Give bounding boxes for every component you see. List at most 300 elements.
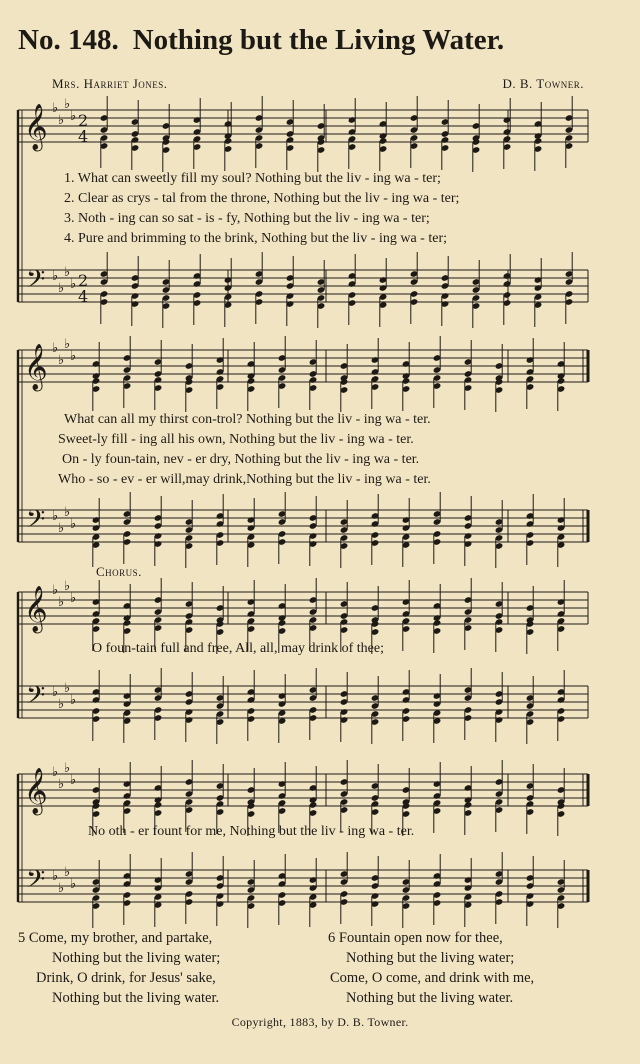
note-head: [464, 384, 473, 392]
note-head: [123, 354, 132, 362]
note-head: [464, 540, 473, 548]
note-head: [309, 358, 318, 366]
note-head: [123, 692, 132, 700]
note-head: [371, 616, 380, 624]
note-head: [441, 282, 450, 290]
note-head: [371, 694, 380, 702]
note-head: [340, 542, 349, 550]
note-head: [100, 126, 109, 134]
note-head: [402, 810, 411, 818]
note-head: [503, 143, 512, 151]
note-head: [410, 134, 419, 142]
note-head: [526, 628, 535, 636]
note-head: [216, 874, 225, 882]
note-head: [495, 518, 504, 526]
note-head: [92, 516, 101, 524]
note-head: [472, 122, 481, 130]
note-head: [216, 794, 225, 802]
note-head: [472, 302, 481, 310]
system-4-treble-key: ♭: [64, 761, 71, 776]
note-head: [565, 126, 574, 134]
note-head: [185, 378, 194, 386]
note-head: [123, 510, 132, 518]
note-head: [565, 142, 574, 150]
note-head: [371, 882, 380, 890]
note-head: [402, 802, 411, 810]
note-head: [216, 616, 225, 624]
note-head: [433, 717, 442, 725]
note-head: [557, 878, 566, 886]
note-head: [495, 898, 504, 906]
note-head: [278, 354, 287, 362]
verse-3-line-a: 3. Noth - ing can so sat - is - fy, Nothing but the liv - ing wa - ter;: [64, 211, 430, 226]
note-head: [193, 128, 202, 136]
note-head: [464, 370, 473, 378]
note-head: [402, 902, 411, 910]
note-head: [464, 514, 473, 522]
note-head: [410, 298, 419, 306]
note-head: [464, 801, 473, 809]
note-head: [255, 270, 264, 278]
note-head: [565, 114, 574, 122]
note-head: [185, 698, 194, 706]
note-head: [495, 708, 504, 716]
note-head: [433, 382, 442, 390]
note-head: [526, 620, 535, 628]
note-head: [526, 718, 535, 726]
note-head: [534, 145, 543, 153]
time-signature-top: 2: [78, 111, 89, 130]
note-head: [503, 291, 512, 299]
note-head: [433, 880, 442, 888]
note-head: [123, 872, 132, 880]
note-head: [286, 144, 295, 152]
note-head: [185, 542, 194, 550]
system-2-treble-clef: 𝄞: [24, 344, 48, 390]
note-head: [278, 374, 287, 382]
note-head: [154, 596, 163, 604]
note-head: [278, 899, 287, 907]
system-3-treble-clef: 𝄞: [24, 586, 48, 632]
note-head: [557, 625, 566, 633]
note-head: [185, 374, 194, 382]
note-head: [557, 902, 566, 910]
note-head: [309, 522, 318, 530]
stanza-6-line-3: Come, O come, and drink with me,: [330, 970, 535, 986]
note-head: [410, 126, 419, 134]
note-head: [278, 518, 287, 526]
note-head: [433, 354, 442, 362]
note-head: [433, 366, 442, 374]
note-head: [557, 894, 566, 902]
note-head: [402, 786, 411, 794]
system-4-bass-key: ♭: [58, 881, 65, 896]
note-head: [92, 715, 101, 723]
note-head: [340, 890, 349, 898]
chorus-label: Chorus.: [96, 564, 142, 579]
note-head: [565, 278, 574, 286]
note-head: [441, 300, 450, 308]
system-4-treble-key: ♭: [58, 777, 65, 792]
note-head: [503, 280, 512, 288]
note-head: [410, 114, 419, 122]
note-head: [557, 802, 566, 810]
note-head: [433, 899, 442, 907]
note-head: [402, 715, 411, 723]
note-head: [309, 376, 318, 384]
note-head: [162, 294, 171, 302]
note-head: [309, 694, 318, 702]
note-head: [495, 716, 504, 724]
note-head: [309, 616, 318, 624]
note-head: [216, 710, 225, 718]
note-head: [557, 516, 566, 524]
note-head: [123, 614, 132, 622]
note-head: [162, 302, 171, 310]
note-head: [557, 617, 566, 625]
note-head: [154, 694, 163, 702]
note-head: [534, 301, 543, 309]
note-head: [402, 516, 411, 524]
note-head: [402, 625, 411, 633]
note-head: [534, 120, 543, 128]
note-head: [557, 886, 566, 894]
note-head: [340, 708, 349, 716]
system-2-treble-key: ♭: [70, 349, 77, 364]
note-head: [371, 375, 380, 383]
note-head: [340, 690, 349, 698]
note-head: [216, 808, 225, 816]
note-head: [371, 620, 380, 628]
note-head: [123, 538, 132, 546]
note-head: [526, 694, 535, 702]
system-2-bass-key: ♭: [52, 509, 59, 524]
note-head: [433, 692, 442, 700]
note-head: [154, 522, 163, 530]
note-head: [371, 782, 380, 790]
note-head: [185, 898, 194, 906]
note-head: [123, 891, 132, 899]
note-head: [402, 360, 411, 368]
note-head: [247, 802, 256, 810]
note-head: [503, 135, 512, 143]
note-head: [340, 534, 349, 542]
note-head: [154, 884, 163, 892]
note-head: [464, 901, 473, 909]
note-head: [154, 784, 163, 792]
note-head: [495, 378, 504, 386]
note-head: [402, 372, 411, 380]
note-head: [371, 531, 380, 539]
note-head: [309, 384, 318, 392]
note-head: [340, 374, 349, 382]
note-head: [92, 802, 101, 810]
note-head: [340, 526, 349, 534]
note-head: [154, 376, 163, 384]
note-head: [278, 792, 287, 800]
note-head: [185, 518, 194, 526]
note-head: [472, 134, 481, 142]
system-3-treble-key: ♭: [52, 583, 59, 598]
note-head: [286, 274, 295, 282]
note-head: [154, 706, 163, 714]
note-head: [131, 292, 140, 300]
system-2-bass-key: ♭: [58, 521, 65, 536]
note-head: [123, 627, 132, 635]
chorus-line-1: O foun-tain full and free, All, all, may drink of thee;: [92, 641, 384, 656]
note-head: [495, 542, 504, 550]
note-head: [255, 134, 264, 142]
note-head: [495, 386, 504, 394]
note-head: [309, 884, 318, 892]
note-head: [123, 899, 132, 907]
note-head: [123, 807, 132, 815]
note-head: [472, 138, 481, 146]
note-head: [379, 145, 388, 153]
stanza-6-line-4: Nothing but the living water.: [346, 990, 514, 1006]
note-head: [247, 360, 256, 368]
note-head: [92, 598, 101, 606]
note-head: [193, 272, 202, 280]
note-head: [162, 286, 171, 294]
note-head: [247, 878, 256, 886]
note-head: [123, 602, 132, 610]
note-head: [216, 539, 225, 547]
note-head: [224, 293, 233, 301]
note-head: [131, 130, 140, 138]
note-head: [371, 368, 380, 376]
note-head: [495, 806, 504, 814]
stanza-6-line-2: Nothing but the living water;: [346, 950, 515, 966]
note-head: [154, 714, 163, 722]
note-head: [379, 120, 388, 128]
note-head: [185, 806, 194, 814]
note-head: [92, 878, 101, 886]
note-head: [371, 800, 380, 808]
note-head: [557, 372, 566, 380]
note-head: [495, 878, 504, 886]
note-head: [255, 114, 264, 122]
note-head: [154, 514, 163, 522]
note-head: [348, 291, 357, 299]
note-head: [340, 626, 349, 634]
note-head: [526, 531, 535, 539]
note-head: [154, 876, 163, 884]
verse-4-line-a: 4. Pure and brimming to the brink, Nothing but the liv - ing wa - ter;: [64, 231, 447, 246]
note-head: [216, 628, 225, 636]
note-head: [433, 602, 442, 610]
note-head: [526, 520, 535, 528]
note-head: [162, 138, 171, 146]
system-1-treble-key: ♭: [58, 113, 65, 128]
note-head: [379, 137, 388, 145]
note-head: [433, 518, 442, 526]
note-head: [340, 698, 349, 706]
note-head: [309, 540, 318, 548]
note-head: [340, 898, 349, 906]
note-head: [402, 894, 411, 902]
note-head: [526, 782, 535, 790]
note-head: [154, 801, 163, 809]
note-head: [534, 276, 543, 284]
note-head: [433, 700, 442, 708]
note-head: [123, 880, 132, 888]
note-head: [278, 614, 287, 622]
note-head: [348, 116, 357, 124]
note-head: [185, 716, 194, 724]
note-head: [340, 362, 349, 370]
note-head: [255, 126, 264, 134]
note-head: [309, 784, 318, 792]
note-head: [92, 610, 101, 618]
note-head: [309, 893, 318, 901]
note-head: [154, 540, 163, 548]
note-head: [317, 278, 326, 286]
note-head: [433, 538, 442, 546]
note-head: [154, 608, 163, 616]
note-head: [278, 891, 287, 899]
note-head: [565, 270, 574, 278]
note-head: [286, 136, 295, 144]
note-head: [185, 798, 194, 806]
note-head: [131, 136, 140, 144]
note-head: [495, 362, 504, 370]
note-head: [464, 694, 473, 702]
note-head: [348, 128, 357, 136]
note-head: [247, 524, 256, 532]
note-head: [216, 520, 225, 528]
note-head: [123, 717, 132, 725]
note-head: [402, 886, 411, 894]
note-head: [92, 372, 101, 380]
note-head: [526, 368, 535, 376]
note-head: [441, 130, 450, 138]
note-head: [278, 530, 287, 538]
note-head: [286, 118, 295, 126]
system-2-bass-key: ♭: [64, 505, 71, 520]
note-head: [92, 707, 101, 715]
note-head: [193, 280, 202, 288]
note-head: [526, 604, 535, 612]
note-head: [317, 134, 326, 142]
system-4-bass-key: ♭: [70, 877, 77, 892]
note-head: [309, 596, 318, 604]
note-head: [247, 533, 256, 541]
note-head: [185, 600, 194, 608]
note-head: [185, 870, 194, 878]
note-head: [255, 298, 264, 306]
note-head: [216, 531, 225, 539]
note-head: [557, 385, 566, 393]
note-head: [100, 290, 109, 298]
note-head: [247, 625, 256, 633]
note-head: [348, 272, 357, 280]
note-head: [162, 146, 171, 154]
note-head: [340, 378, 349, 386]
note-head: [402, 696, 411, 704]
note-head: [309, 809, 318, 817]
note-head: [557, 798, 566, 806]
note-head: [92, 786, 101, 794]
note-head: [526, 616, 535, 624]
note-head: [100, 114, 109, 122]
note-head: [123, 382, 132, 390]
note-head: [185, 612, 194, 620]
note-head: [216, 356, 225, 364]
note-head: [371, 892, 380, 900]
note-head: [472, 278, 481, 286]
note-head: [317, 286, 326, 294]
note-head: [379, 301, 388, 309]
note-head: [565, 298, 574, 306]
system-1-bass-key: ♭: [58, 281, 65, 296]
note-head: [247, 798, 256, 806]
note-head: [557, 524, 566, 532]
note-head: [154, 616, 163, 624]
note-head: [557, 707, 566, 715]
note-head: [92, 886, 101, 894]
note-head: [247, 707, 256, 715]
note-head: [309, 608, 318, 616]
note-head: [410, 290, 419, 298]
note-head: [162, 122, 171, 130]
note-head: [286, 300, 295, 308]
note-head: [247, 516, 256, 524]
note-head: [224, 276, 233, 284]
note-head: [317, 146, 326, 154]
note-head: [317, 294, 326, 302]
note-head: [379, 276, 388, 284]
note-head: [278, 872, 287, 880]
note-head: [410, 142, 419, 150]
note-head: [433, 872, 442, 880]
verse-2-line-b: Sweet-ly fill - ing all his own, Nothing but the liv - ing wa - ter.: [58, 432, 414, 447]
note-head: [340, 790, 349, 798]
system-4-bass-key: ♭: [52, 869, 59, 884]
note-head: [309, 876, 318, 884]
note-head: [185, 690, 194, 698]
note-head: [495, 690, 504, 698]
note-head: [371, 900, 380, 908]
note-head: [131, 282, 140, 290]
note-head: [193, 143, 202, 151]
note-head: [433, 619, 442, 627]
note-head: [278, 700, 287, 708]
note-head: [557, 688, 566, 696]
note-head: [526, 800, 535, 808]
note-head: [464, 796, 473, 804]
note-head: [371, 520, 380, 528]
note-head: [131, 118, 140, 126]
note-head: [526, 874, 535, 882]
note-head: [216, 900, 225, 908]
note-head: [92, 902, 101, 910]
lyricist-credit: Mrs. Harriet Jones.: [52, 76, 168, 91]
note-head: [154, 893, 163, 901]
note-head: [92, 377, 101, 385]
note-head: [278, 510, 287, 518]
note-head: [464, 358, 473, 366]
note-head: [92, 696, 101, 704]
note-head: [402, 798, 411, 806]
note-head: [433, 792, 442, 800]
note-head: [247, 886, 256, 894]
note-head: [472, 294, 481, 302]
note-head: [309, 706, 318, 714]
system-3-bass-key: ♭: [70, 693, 77, 708]
copyright-notice: Copyright, 1883, by D. B. Towner.: [231, 1015, 409, 1029]
note-head: [247, 688, 256, 696]
